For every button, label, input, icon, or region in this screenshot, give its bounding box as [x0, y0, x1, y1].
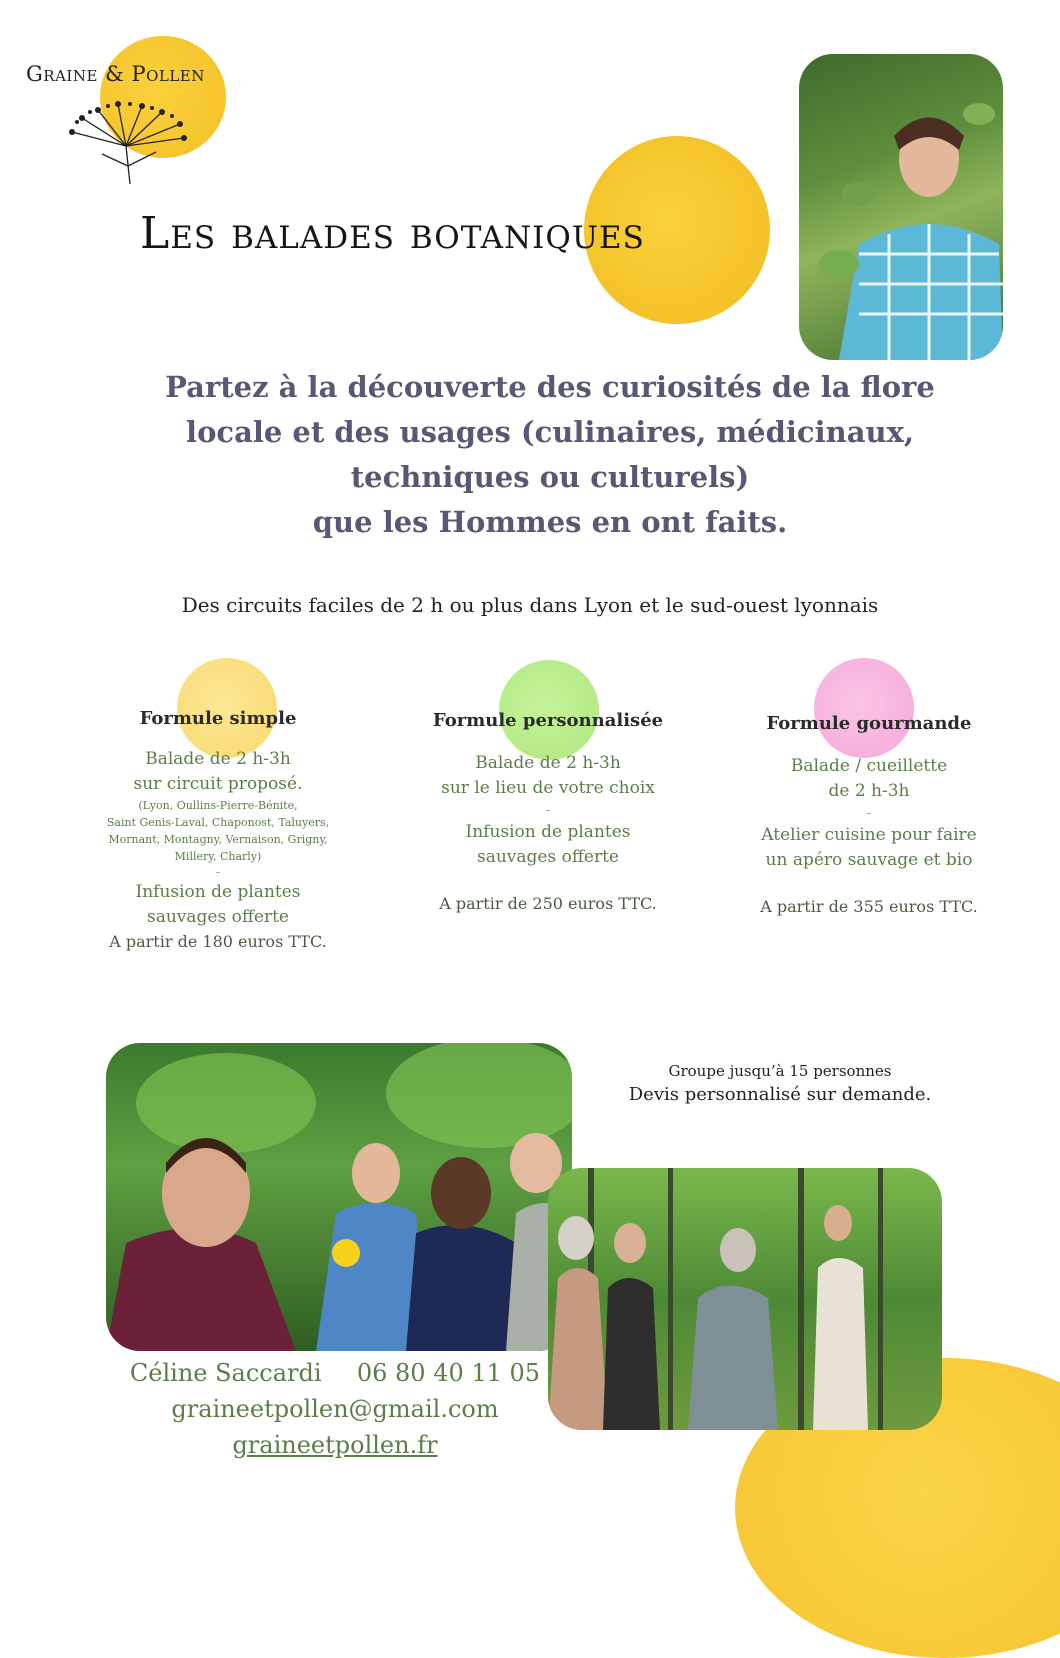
formula-separator: - [866, 806, 872, 821]
formula-separator: - [215, 865, 221, 880]
formula-line: Balade de 2 h-3h [475, 753, 621, 773]
fennel-umbel-icon [62, 96, 192, 186]
forest-walk-photo [548, 1168, 942, 1430]
formula-line: Balade / cueillette [790, 756, 948, 776]
contact-name-phone [110, 1355, 560, 1391]
formula-places: Mornant, Montagny, Vernaison, Grigny, [108, 833, 328, 846]
contact-name: Céline Saccardi [129, 1359, 322, 1387]
formula-line: sauvages offerte [476, 847, 619, 867]
formula-line: sauvages offerte [146, 907, 289, 927]
logo [26, 62, 226, 86]
formula-line: Atelier cuisine pour faire [761, 825, 977, 845]
formula-title: Formule simple [139, 708, 297, 729]
formula-places: Millery, Charly) [174, 850, 262, 863]
formula-places: Saint Genis-Laval, Chaponost, Taluyers, [106, 816, 330, 829]
formula-line: sur circuit proposé. [133, 774, 303, 794]
formula-separator: - [545, 803, 551, 818]
quote-note: Devis personnalisé sur demande. [628, 1084, 932, 1105]
formula-personalized [412, 710, 684, 913]
portrait-photo [799, 54, 1003, 360]
formula-price: A partir de 250 euros TTC. [439, 894, 657, 913]
intro-text [150, 365, 950, 545]
formula-simple [88, 708, 348, 951]
formula-gourmet [737, 713, 1001, 916]
group-walk-photo [106, 1043, 572, 1351]
contact-email[interactable]: graineetpollen@gmail.com [171, 1395, 499, 1423]
formula-title: Formule gourmande [766, 713, 972, 734]
logo-text: Graine & Pollen [26, 62, 205, 86]
intro-line: Partez à la découverte des curiosités de la flore [165, 370, 935, 404]
subtitle: Des circuits faciles de 2 h ou plus dans Lyon et le sud-ouest lyonnais [181, 593, 879, 617]
contact-block [110, 1355, 560, 1463]
formula-price: A partir de 355 euros TTC. [760, 897, 978, 916]
formula-line: Infusion de plantes [465, 822, 631, 842]
formula-line: sur le lieu de votre choix [441, 778, 655, 798]
formula-line: Infusion de plantes [135, 882, 301, 902]
group-size: Groupe jusqu’à 15 personnes [668, 1062, 892, 1080]
group-info [600, 1062, 960, 1105]
website-link[interactable]: graineetpollen.fr [232, 1431, 438, 1459]
contact-phone[interactable]: 06 80 40 11 05 [356, 1359, 541, 1387]
formula-line: Balade de 2 h-3h [145, 749, 291, 769]
intro-line: techniques ou culturels) [350, 460, 750, 494]
formula-line: un apéro sauvage et bio [765, 850, 973, 870]
formula-line: de 2 h-3h [828, 781, 910, 801]
page-title: Les balades botaniques [140, 208, 645, 259]
formula-title: Formule personnalisée [432, 710, 664, 731]
intro-line: que les Hommes en ont faits. [312, 505, 788, 539]
formula-places: (Lyon, Oullins-Pierre-Bénite, [138, 799, 298, 812]
intro-line: locale et des usages (culinaires, médicinaux, [186, 415, 914, 449]
formula-price: A partir de 180 euros TTC. [109, 932, 327, 951]
